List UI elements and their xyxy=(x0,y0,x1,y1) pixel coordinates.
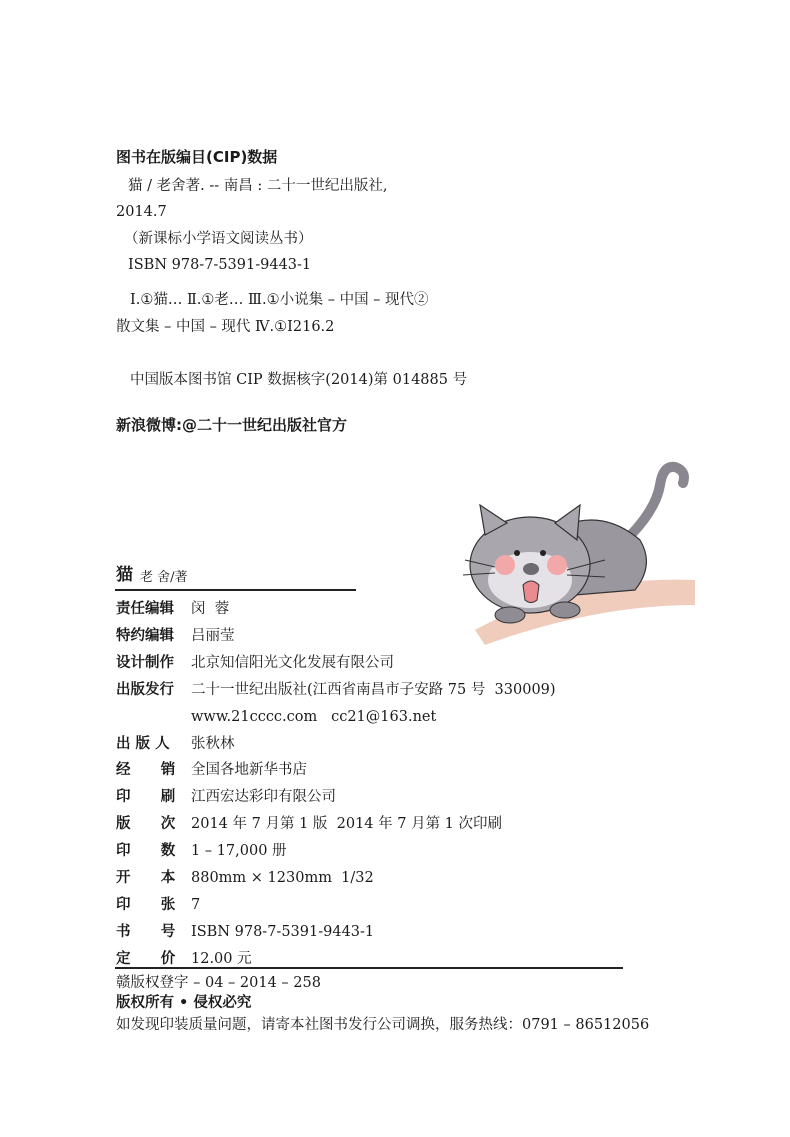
cip-isbn: ISBN 978-7-5391-9443-1 xyxy=(128,257,312,273)
detail-row xyxy=(116,788,336,806)
detail-value: 闵 蓉 xyxy=(191,601,230,617)
detail-key: 印 刷 xyxy=(116,789,176,806)
weibo: 新浪微博:@二十一世纪出版社官方 xyxy=(116,416,348,434)
cip-series: （新课标小学语文阅读丛书） xyxy=(124,231,313,247)
detail-key: 定 价 xyxy=(116,950,176,967)
cip-heading: 图书在版编目(CIP)数据 xyxy=(116,148,278,166)
cip-number: 中国版本图书馆 CIP 数据核字(2014)第 014885 号 xyxy=(130,372,468,388)
detail-key: 出 版 人 xyxy=(116,735,170,752)
detail-row xyxy=(116,815,502,833)
detail-value: 2014 年 7 月第 1 版 2014 年 7 月第 1 次印刷 xyxy=(191,816,503,833)
detail-value: www.21cccc.com cc21@163.net xyxy=(191,708,437,725)
detail-row xyxy=(116,842,287,860)
detail-value: 张秋林 xyxy=(191,735,235,752)
detail-row xyxy=(116,923,374,941)
detail-row xyxy=(116,950,252,968)
cip-line: 猫 / 老舍著. -- 南昌 : 二十一世纪出版社, xyxy=(128,178,388,194)
book-title: 猫 xyxy=(116,565,133,585)
detail-row xyxy=(116,600,229,618)
detail-value: 1 – 17,000 册 xyxy=(191,843,287,860)
detail-key: 开 本 xyxy=(116,870,176,886)
detail-row xyxy=(116,896,200,914)
detail-row xyxy=(116,869,374,887)
cip-classification: Ⅰ.①猫… Ⅱ.①老… Ⅲ.①小说集 – 中国 – 现代② xyxy=(130,292,429,308)
detail-row xyxy=(116,735,235,753)
detail-key: 印 张 xyxy=(116,896,176,913)
detail-value: 7 xyxy=(191,896,201,913)
detail-value: 二十一世纪出版社(江西省南昌市子安路 75 号 330009) xyxy=(191,681,556,698)
divider xyxy=(115,967,623,969)
detail-key: 印 数 xyxy=(116,843,176,860)
detail-key: 经 销 xyxy=(116,762,176,779)
detail-row xyxy=(116,761,307,779)
detail-value: 吕丽莹 xyxy=(191,627,235,644)
detail-row xyxy=(116,654,394,672)
cip-classification: 散文集 – 中国 – 现代 Ⅳ.①I216.2 xyxy=(116,319,335,335)
detail-row xyxy=(116,681,556,699)
detail-value: 北京知信阳光文化发展有限公司 xyxy=(191,654,394,671)
rights-notice: 版权所有 • 侵权必究 xyxy=(116,995,252,1011)
detail-key: 出版发行 xyxy=(116,681,174,698)
detail-value: 880mm × 1230mm 1/32 xyxy=(191,870,374,886)
service-notice: 如发现印装质量问题，请寄本社图书发行公司调换，服务热线：0791 – 86512056 xyxy=(116,1017,650,1033)
detail-key: 书 号 xyxy=(116,923,176,940)
detail-key: 版 次 xyxy=(116,816,176,833)
detail-key: 设计制作 xyxy=(116,654,174,671)
divider xyxy=(115,589,356,591)
copyright-registration: 赣版权登字 – 04 – 2014 – 258 xyxy=(116,975,321,991)
detail-key: 责任编辑 xyxy=(116,601,174,617)
book-author: 老 舍/著 xyxy=(140,570,188,585)
detail-key: 特约编辑 xyxy=(116,627,174,644)
cip-line: 2014.7 xyxy=(116,204,167,220)
detail-value: ISBN 978-7-5391-9443-1 xyxy=(191,923,375,940)
detail-row xyxy=(116,627,235,645)
detail-row xyxy=(116,708,436,726)
detail-value: 12.00 元 xyxy=(191,950,252,967)
detail-value: 全国各地新华书店 xyxy=(191,762,307,779)
detail-value: 江西宏达彩印有限公司 xyxy=(191,789,336,806)
cat-illustration xyxy=(455,455,695,645)
